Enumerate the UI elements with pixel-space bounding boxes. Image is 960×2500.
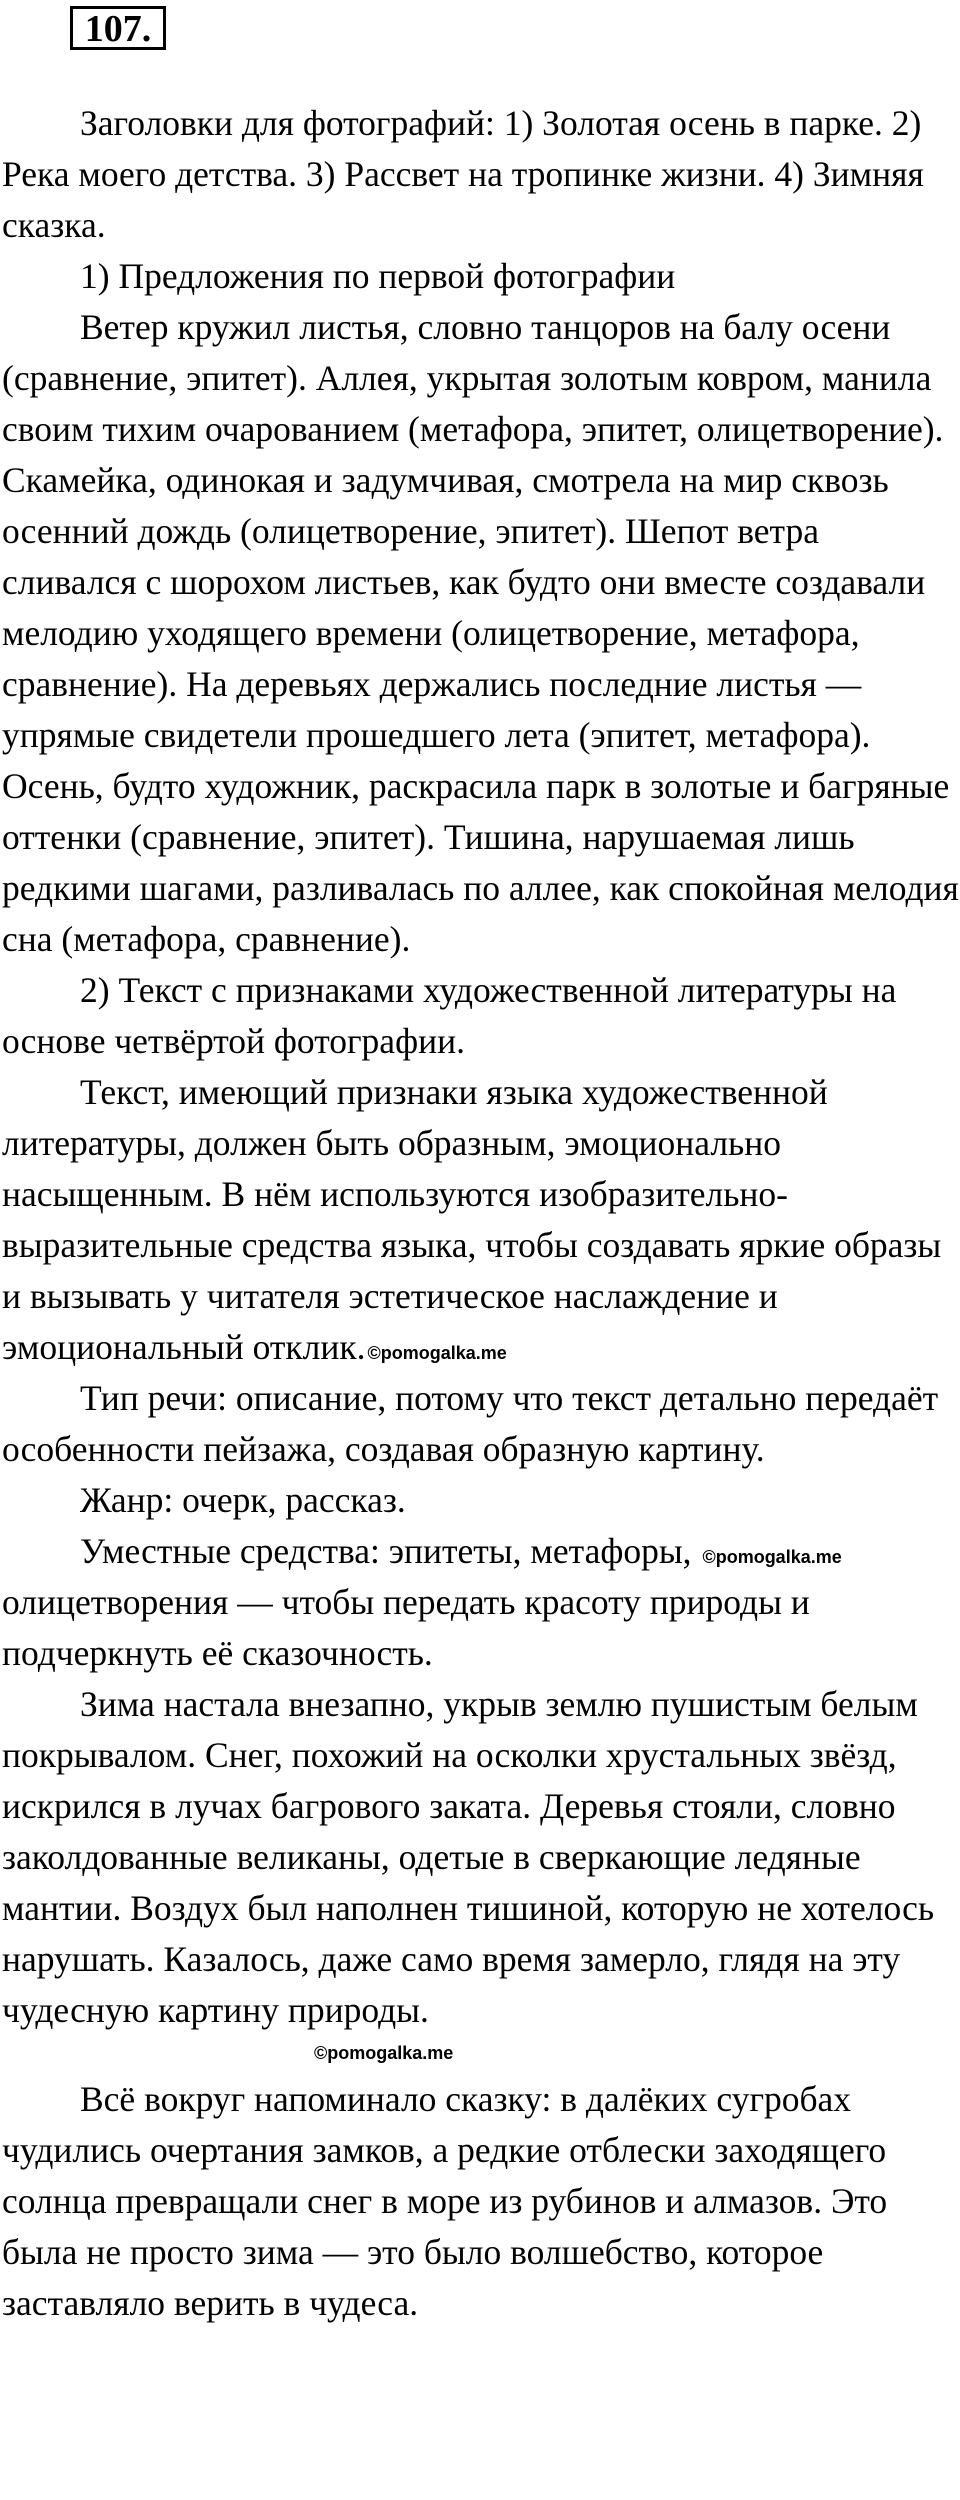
paragraph-section-1-heading: 1) Предложения по первой фотографии: [80, 256, 676, 296]
paragraph-story-1: Зима настала внезапно, укрыв землю пушистым белым покрывалом. Снег, похожий на осколки хрустальных звёзд, искрился в лучах багрового заката. Деревья стояли, словно заколдованные великаны, одетые в сверкающие ледяные мантии. Воздух был наполнен тишиной, которую не хотелось нарушать. Казалось, даже само время замерло, глядя на эту чудесную картину природы.: [2, 1684, 935, 2030]
literary-features-text: Текст, имеющий признаки языка художественной литературы, должен быть образным, эмоционально насыщенным. В нём используются изобразительно-выразительные средства языка, чтобы создавать яркие образы и вызывать у читателя эстетическое наслаждение и эмоциональный отклик.: [2, 1072, 942, 1367]
task-number-box: 107.: [70, 6, 166, 50]
paragraph-section-2-heading: 2) Текст с признаками художественной литературы на основе четвёртой фотографии.: [2, 970, 897, 1061]
document-body: [2, 98, 960, 2329]
paragraph-literary-features: [2, 1067, 960, 1373]
watermark-2: ©pomogalka.me: [702, 1547, 842, 1567]
means-text-start: Уместные средства: эпитеты, метафоры,: [80, 1531, 692, 1571]
paragraph-means: [2, 1526, 960, 1679]
paragraph-speech-type: Тип речи: описание, потому что текст детально передаёт особенности пейзажа, создавая образную картину.: [2, 1378, 939, 1469]
paragraph-story-2: Всё вокруг напоминало сказку: в далёких сугробах чудились очертания замков, а редкие отблески заходящего солнца превращали снег в море из рубинов и алмазов. Это была не просто зима — это было волшебство, которое заставляло верить в чудеса.: [2, 2079, 888, 2323]
means-text-end: олицетворения — чтобы передать красоту природы и подчеркнуть её сказочность.: [2, 1582, 810, 1673]
paragraph-photo-titles: Заголовки для фотографий: 1) Золотая осень в парке. 2) Река моего детства. 3) Рассвет на тропинке жизни. 4) Зимняя сказка.: [2, 103, 924, 245]
paragraph-first-photo-sentences: Ветер кружил листья, словно танцоров на балу осени (сравнение, эпитет). Аллея, укрытая золотым ковром, манила своим тихим очарованием (метафора, эпитет, олицетворение). Скамейка, одинокая и задумчивая, смотрела на мир сквозь осенний дождь (олицетворение, эпитет). Шепот ветра сливался с шорохом листьев, как будто они вместе создавали мелодию уходящего времени (олицетворение, метафора, сравнение). На деревьях держались последние листья — упрямые свидетели прошедшего лета (эпитет, метафора). Осень, будто художник, раскрасила парк в золотые и багряные оттенки (сравнение, эпитет). Тишина, нарушаемая лишь редкими шагами, разливалась по аллее, как спокойная мелодия сна (метафора, сравнение).: [2, 307, 959, 959]
paragraph-genre: Жанр: очерк, рассказ.: [80, 1480, 406, 1520]
watermark-3: ©pomogalka.me: [314, 2043, 454, 2063]
watermark-1: ©pomogalka.me: [367, 1343, 507, 1363]
